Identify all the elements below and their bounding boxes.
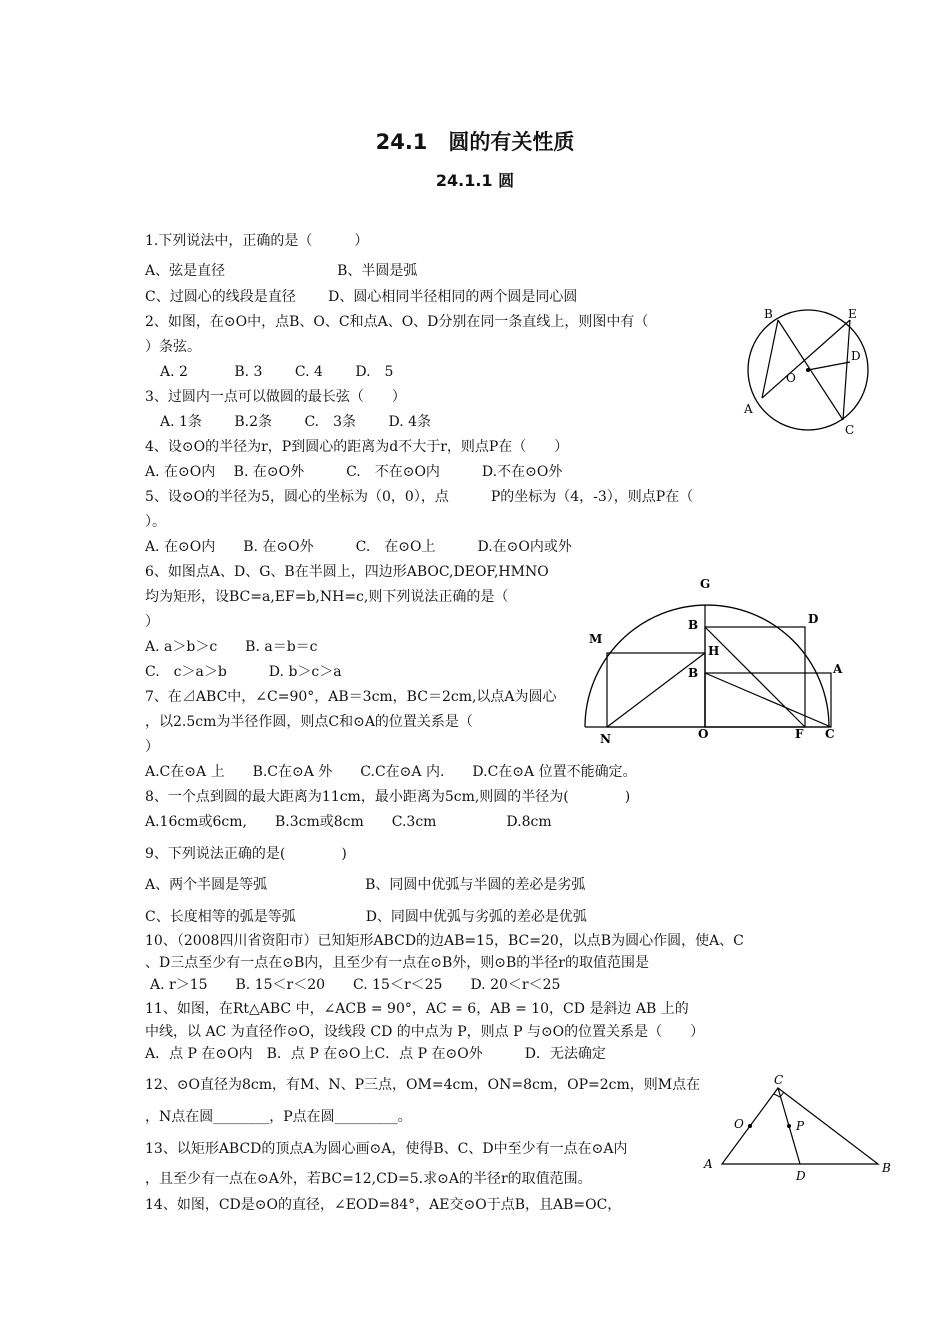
q6-stem: 6、如图点A、D、G、B在半圆上，四边形ABOC,DEOF,HMNO	[145, 564, 549, 580]
q9-stem: 9、下列说法正确的是( )	[145, 846, 347, 862]
q2-stem-cont: ）条弦。	[145, 339, 201, 355]
q11-stem-cont: 中线，以 AC 为直径作⊙O，设线段 CD 的中点为 P，则点 P 与⊙O的位置关系是（ ）	[145, 1024, 705, 1040]
q5-stem-cont: ）。	[145, 514, 166, 530]
fig1-radius-od	[808, 362, 850, 370]
fig2-label-o: O	[698, 727, 709, 741]
fig1-label-b: B	[764, 307, 773, 321]
q7-stem-end: ）	[145, 739, 159, 755]
q11-options: A．点 P 在⊙O内 B．点 P 在⊙O上C．点 P 在⊙O外 D．无法确定	[145, 1046, 606, 1062]
fig2-nh	[607, 653, 705, 727]
q14-stem: 14、如图，CD是⊙O的直径，∠EOD=84°，AE交⊙O于点B，且AB=OC，	[145, 1197, 622, 1213]
fig2-label-n: N	[600, 732, 611, 746]
fig2-semicircle	[585, 605, 829, 727]
q7-stem: 7、在⊿ABC中，∠C=90°，AB＝3cm，BC＝2cm,以点A为圆心	[145, 689, 557, 705]
fig3-label-c: C	[774, 1073, 784, 1087]
q6-stem-cont: 均为矩形，设BC=a,EF=b,NH=c,则下列说法正确的是（	[145, 589, 509, 605]
fig1-label-d: D	[851, 349, 861, 363]
q10-options: A. r＞15 B. 15＜r＜20 C. 15＜r＜25 D. 20＜r＜25	[150, 977, 561, 993]
q6-options-ab: A. a＞b＞c B. a＝b＝c	[145, 639, 318, 655]
q6-options-cd: C. c＞a＞b D. b＞c＞a	[145, 664, 342, 680]
fig2-bc	[705, 673, 831, 727]
fig3-label-o: O	[734, 1117, 744, 1131]
q4-options: A. 在⊙O内 B. 在⊙O外 C. 不在⊙O内 D.不在⊙O外	[145, 464, 563, 480]
q9-options-ab: A、两个半圆是等弧 B、同圆中优弧与半圆的差必是劣弧	[145, 877, 586, 893]
fig1-label-a: A	[744, 402, 753, 416]
q7-options: A.C在⊙A 上 B.C在⊙A 外 C.C在⊙A 内. D.C在⊙A 位置不能确定。	[145, 764, 637, 780]
q1-stem: 1.下列说法中，正确的是（ ）	[145, 233, 369, 249]
figure-right-triangle	[700, 1072, 900, 1187]
fig1-chord-ec	[843, 320, 850, 420]
fig3-point-p	[787, 1124, 791, 1128]
section-title: 24.1.1 圆	[435, 171, 515, 190]
fig1-label-o: O	[786, 371, 796, 385]
fig3-point-o	[748, 1124, 752, 1128]
page-title: 24.1 圆的有关性质	[375, 130, 575, 154]
fig2-label-b: B	[688, 666, 699, 680]
fig3-label-d: D	[796, 1169, 806, 1183]
q13-stem: 13、以矩形ABCD的顶点A为圆心画⊙A，使得B、C、D中至少有一点在⊙A内	[145, 1141, 628, 1157]
q10-stem: 10、（2008四川省资阳市）已知矩形ABCD的边AB=15，BC=20，以点B为圆心作圆，使A、C	[145, 933, 744, 949]
q1-options-ab: A、弦是直径 B、半圆是弧	[145, 263, 418, 279]
fig3-label-b: B	[882, 1161, 891, 1175]
q3-stem: 3、过圆内一点可以做圆的最长弦（ ）	[145, 389, 406, 405]
fig2-label-e: B	[688, 618, 699, 632]
q11-stem: 11、如图，在Rt△ABC 中，∠ACB = 90°，AC = 6，AB = 10，CD 是斜边 AB 上的	[145, 1001, 689, 1017]
fig2-label-c: C	[825, 727, 835, 741]
q6-stem-end: ）	[145, 614, 159, 630]
q1-options-cd: C、过圆心的线段是直径 D、圆心相同半径相同的两个圆是同心圆	[145, 289, 578, 305]
fig2-label-m: M	[589, 632, 603, 646]
q2-options: A. 2 B. 3 C. 4 D. 5	[160, 364, 394, 380]
q5-stem: 5、设⊙O的半径为5，圆心的坐标为（0，0），点 P的坐标为（4，-3），则点P在（	[145, 489, 694, 505]
fig2-label-d: D	[808, 612, 819, 626]
q5-options: A. 在⊙O内 B. 在⊙O外 C. 在⊙O上 D.在⊙O内或外	[145, 539, 572, 555]
q3-options: A. 1条 B.2条 C. 3条 D. 4条	[160, 414, 432, 430]
q13-stem-cont: ，且至少有一点在⊙A外，若BC=12,CD=5.求⊙A的半径r的取值范围。	[145, 1171, 592, 1187]
fig1-center-dot	[806, 368, 810, 372]
q2-stem: 2、如图，在⊙O中，点B、O、C和点A、O、D分别在同一条直线上，则图中有（	[145, 314, 649, 330]
figure-semicircle-rectangles	[580, 575, 850, 750]
q8-options: A.16cm或6cm, B.3cm或8cm C.3cm D.8cm	[145, 814, 552, 830]
fig1-label-e: E	[848, 307, 857, 321]
q12-stem-cont: ，N点在圆________，P点在圆_________。	[145, 1109, 412, 1125]
fig2-ef	[705, 627, 805, 727]
fig2-label-a: A	[833, 662, 843, 676]
q8-stem: 8、一个点到圆的最大距离为11cm，最小距离为5cm,则圆的半径为( )	[145, 789, 631, 805]
q12-stem: 12、⊙O直径为8cm，有M、N、P三点，OM=4cm，ON=8cm，OP=2cm，则M点在	[145, 1077, 701, 1093]
q9-options-cd: C、长度相等的弧是等弧 D、同圆中优弧与劣弧的差必是优弧	[145, 909, 587, 925]
fig2-label-f: F	[795, 727, 804, 741]
fig2-label-g: G	[700, 577, 711, 591]
q10-stem-cont: 、D三点至少有一点在⊙B内，且至少有一点在⊙B外，则⊙B的半径r的取值范围是	[145, 955, 649, 971]
figure-circle-chords	[740, 300, 875, 440]
fig3-label-p: P	[796, 1119, 805, 1133]
fig1-label-c: C	[845, 423, 855, 437]
fig2-label-h: H	[708, 644, 720, 658]
q4-stem: 4、设⊙O的半径为r，P到圆心的距离为d不大于r，则点P在（ ）	[145, 439, 569, 455]
q7-stem-cont: ，以2.5cm为半径作圆，则点C和⊙A的位置关系是（	[145, 714, 473, 730]
fig3-label-a: A	[704, 1157, 713, 1171]
